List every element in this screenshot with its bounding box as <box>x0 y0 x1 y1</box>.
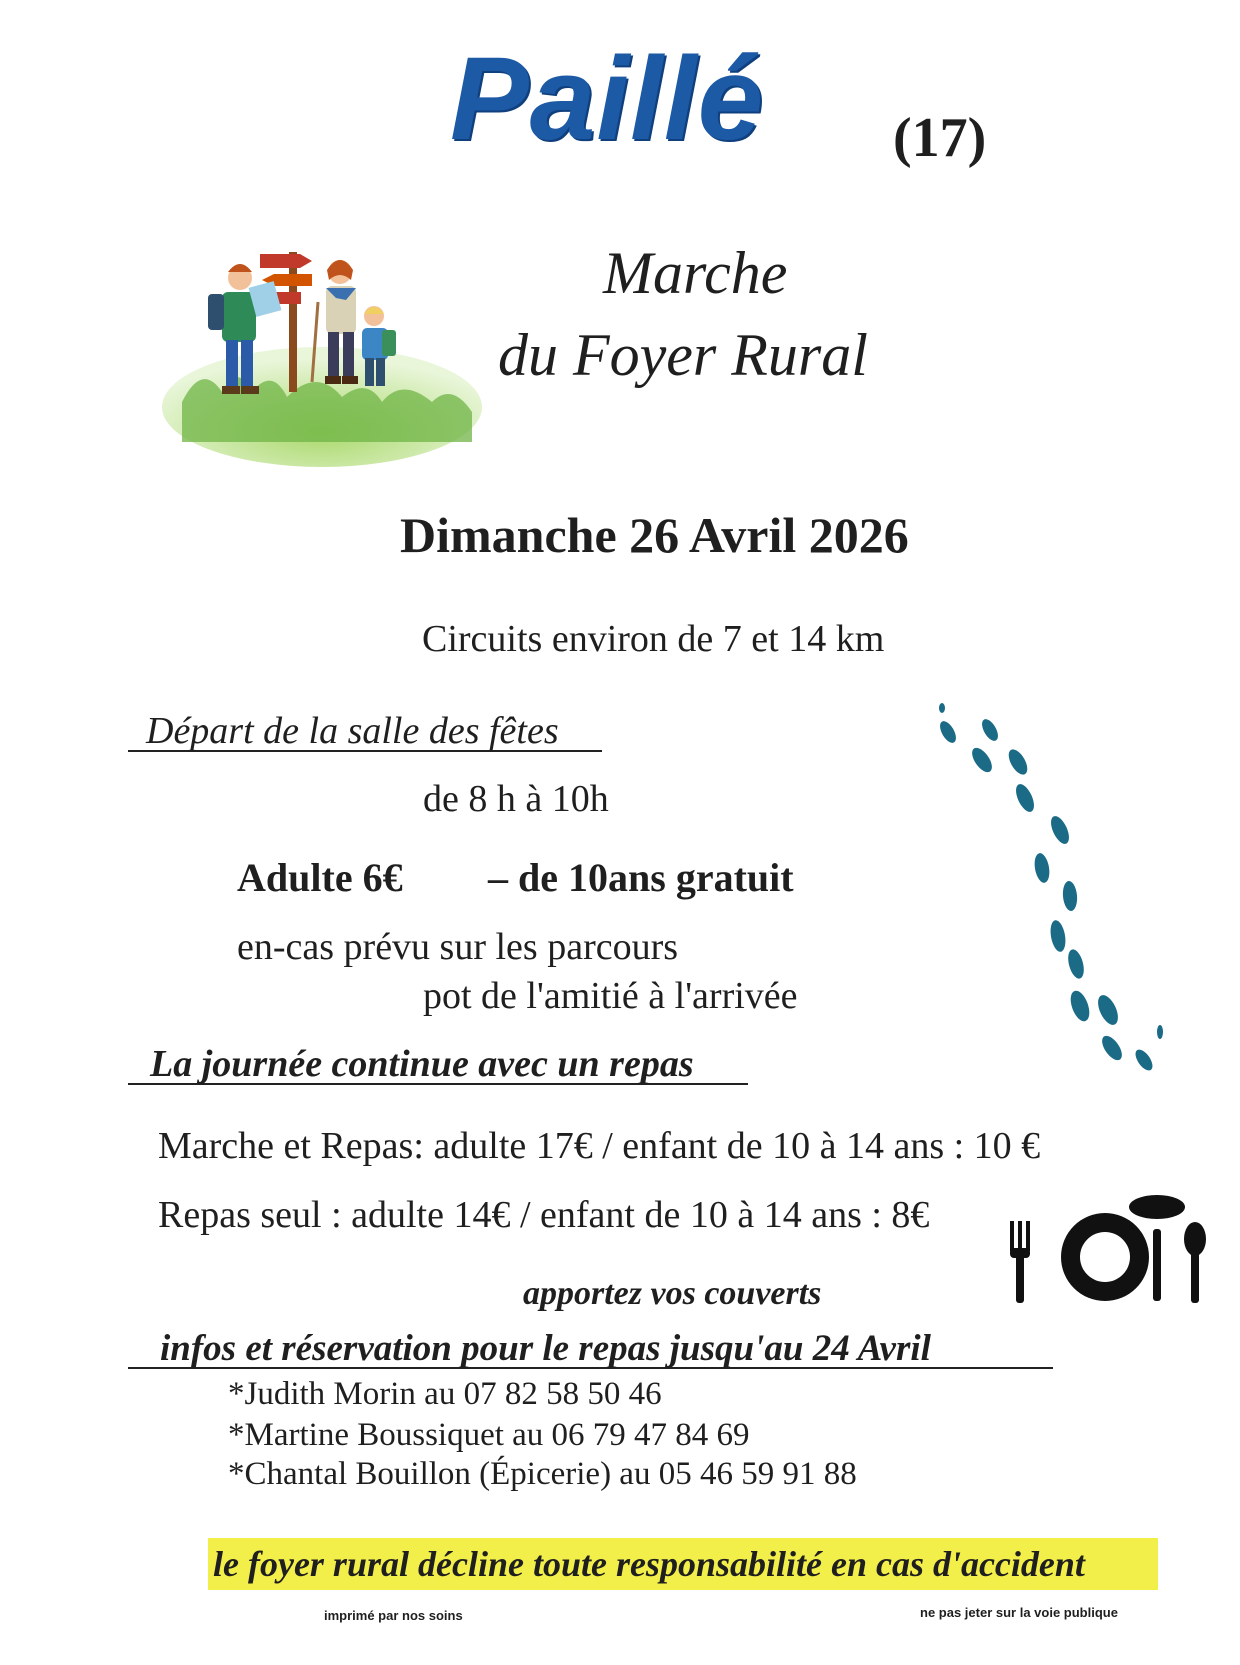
footer-printed-note: imprimé par nos soins <box>324 1608 463 1623</box>
disclaimer: le foyer rural décline toute responsabilité en cas d'accident <box>213 1544 1085 1584</box>
departure-hours: de 8 h à 10h <box>423 778 609 820</box>
contact-item: *Martine Boussiquet au 06 79 47 84 69 <box>228 1417 750 1453</box>
meal-only-prices: Repas seul : adulte 14€ / enfant de 10 à 14 ans : 8€ <box>158 1194 930 1236</box>
drink-note: pot de l'amitié à l'arrivée <box>423 975 798 1017</box>
child-price: – de 10ans gratuit <box>488 855 794 900</box>
department-number: (17) <box>893 107 987 169</box>
contact-item: *Chantal Bouillon (Épicerie) au 05 46 59 91 88 <box>228 1456 857 1492</box>
cutlery-plate-icon <box>1005 1193 1210 1308</box>
departure-heading: Départ de la salle des fêtes <box>128 712 602 752</box>
circuits-distance: Circuits environ de 7 et 14 km <box>422 618 885 660</box>
booking-heading: infos et réservation pour le repas jusqu'au 24 Avril <box>128 1330 1053 1369</box>
hikers-illustration <box>162 232 482 467</box>
event-name-line2: du Foyer Rural <box>498 322 868 388</box>
bring-cutlery-note: apportez vos couverts <box>523 1275 822 1312</box>
event-name-line1: Marche <box>603 240 788 306</box>
contact-item: *Judith Morin au 07 82 58 50 46 <box>228 1376 662 1412</box>
footer-litter-note: ne pas jeter sur la voie publique <box>920 1605 1118 1620</box>
snack-note: en-cas prévu sur les parcours <box>237 926 679 968</box>
walk-and-meal-prices: Marche et Repas: adulte 17€ / enfant de 10 à 14 ans : 10 € <box>158 1125 1041 1167</box>
footprints-icon <box>930 700 1170 1090</box>
page-title: Paillé <box>450 33 765 165</box>
event-date: Dimanche 26 Avril 2026 <box>400 507 909 563</box>
meal-heading: La journée continue avec un repas <box>128 1045 748 1085</box>
adult-price: Adulte 6€ <box>237 855 403 900</box>
